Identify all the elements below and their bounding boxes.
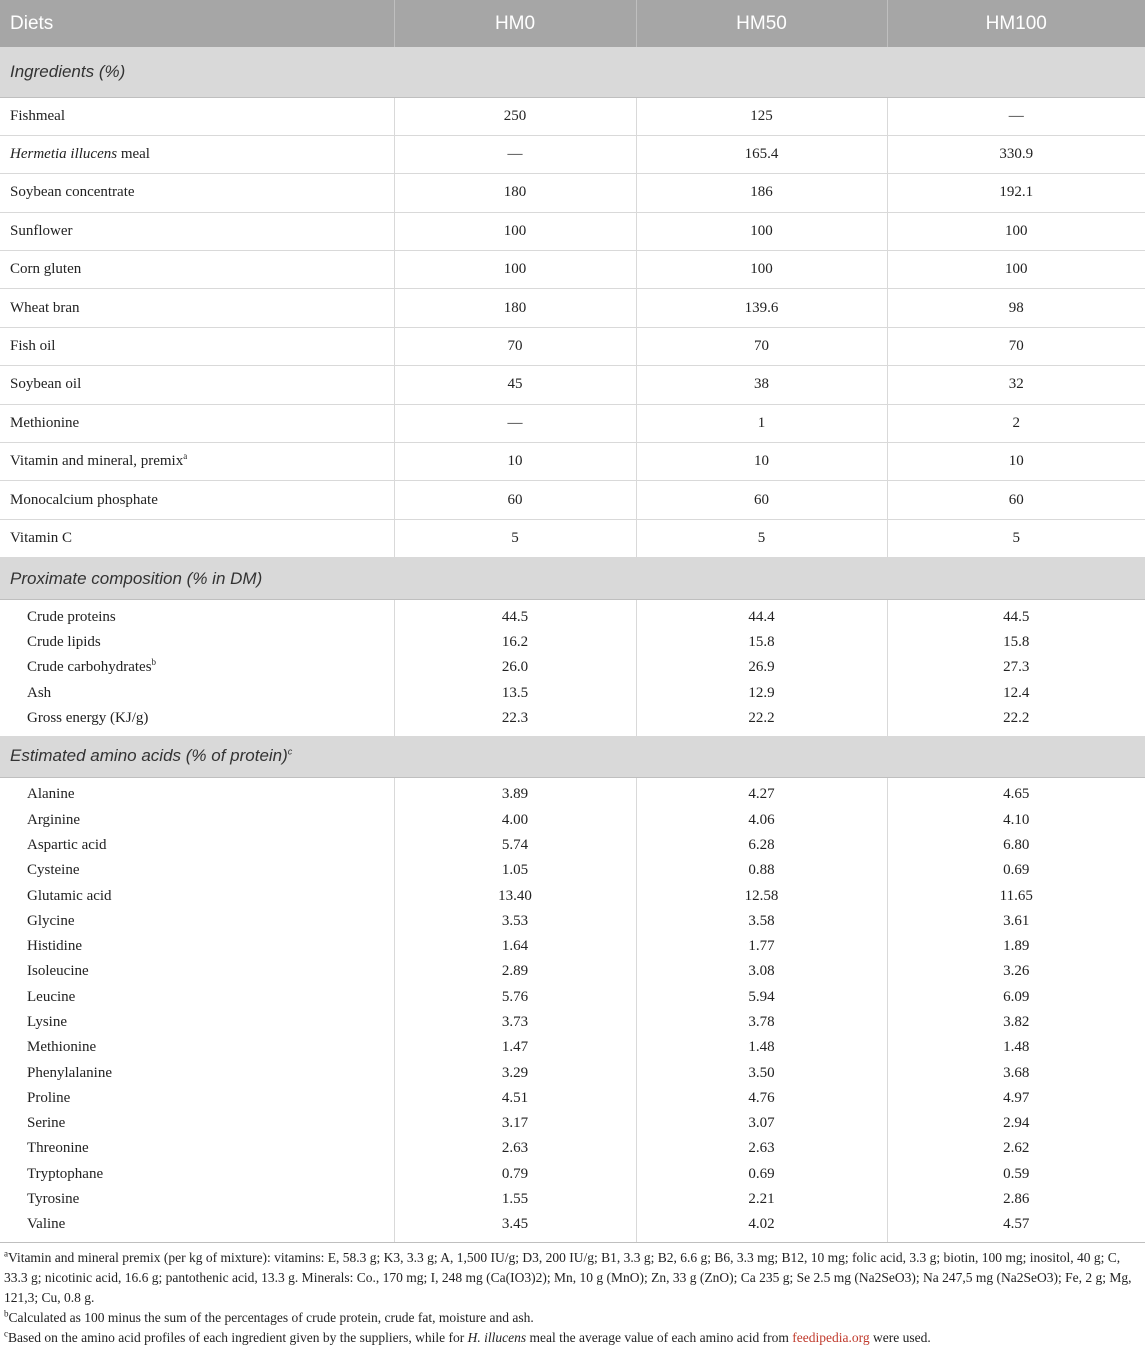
table-cell: 5.94 xyxy=(636,985,887,1010)
table-cell: 15.8 xyxy=(636,630,887,655)
table-cell: 2.63 xyxy=(394,1136,636,1161)
table-cell: 1.89 xyxy=(1003,938,1030,955)
spacer-row xyxy=(0,1238,1145,1243)
section-row xyxy=(0,558,1145,600)
table-cell: 1 xyxy=(636,404,887,442)
table-row xyxy=(0,681,1145,706)
table-cell: 2.86 xyxy=(1003,1191,1030,1208)
row-label: Leucine xyxy=(0,985,394,1010)
table-row xyxy=(0,1136,1145,1161)
table-cell: 26.0 xyxy=(394,655,636,680)
header-diets: Diets xyxy=(0,0,394,47)
table-cell: 4.51 xyxy=(394,1086,636,1111)
header-row xyxy=(0,0,1145,47)
table-row xyxy=(0,327,1145,365)
table-row xyxy=(0,97,1145,135)
table-cell: 192.1 xyxy=(887,174,1145,212)
table-cell: 1.48 xyxy=(1003,1039,1030,1056)
table-cell: 4.76 xyxy=(636,1086,887,1111)
table-cell: 13.40 xyxy=(394,883,636,908)
table-cell: 2 xyxy=(887,404,1145,442)
table-cell: 3.78 xyxy=(636,1010,887,1035)
row-label: Soybean oil xyxy=(0,366,394,404)
table-cell: 100 xyxy=(636,212,887,250)
table-cell: 139.6 xyxy=(636,289,887,327)
table-cell: 60 xyxy=(394,481,636,519)
table-cell: 6.80 xyxy=(1003,836,1030,853)
table-cell: 70 xyxy=(636,327,887,365)
row-label: Gross energy (KJ/g) xyxy=(0,706,394,731)
table-cell: 0.79 xyxy=(394,1162,636,1187)
table-row xyxy=(0,443,1145,481)
row-label: Valine xyxy=(0,1212,394,1237)
footnote-c: $^c$Based on the amino acid profiles of each ingredient given by the suppliers, while for H. illucens meal the average value of each amino acid from feedipedia.org were used. xyxy=(4,1328,931,1346)
table-cell: 3.73 xyxy=(394,1010,636,1035)
row-label: Crude proteins xyxy=(0,605,394,630)
row-label: Tyrosine xyxy=(0,1187,394,1212)
table-row xyxy=(0,909,1145,934)
table-cell: 100 xyxy=(636,251,887,289)
table-cell: 4.57 xyxy=(1003,1216,1030,1233)
table-row xyxy=(0,289,1145,327)
row-label: Crude lipids xyxy=(0,630,394,655)
table-cell: 3.07 xyxy=(636,1111,887,1136)
table-cell: 11.65 xyxy=(999,887,1033,904)
table-row xyxy=(0,1187,1145,1212)
table-body xyxy=(0,47,1145,1243)
row-label: Wheat bran xyxy=(0,289,394,327)
footnotes xyxy=(0,1243,1145,1348)
table-cell: 5 xyxy=(887,519,1145,557)
row-label: Histidine xyxy=(0,934,394,959)
table-row xyxy=(0,251,1145,289)
table-cell: 12.9 xyxy=(636,681,887,706)
row-label: Isoleucine xyxy=(0,959,394,984)
table-cell: 125 xyxy=(636,97,887,135)
row-label: Sunflower xyxy=(0,212,394,250)
table-cell: 0.69 xyxy=(636,1162,887,1187)
table-cell: 60 xyxy=(887,481,1145,519)
table-cell: 10 xyxy=(636,443,887,481)
table-row xyxy=(0,858,1145,883)
table-cell: 100 xyxy=(394,212,636,250)
table-cell: 3.58 xyxy=(636,909,887,934)
row-label: Vitamin and mineral, premix$^a$ xyxy=(0,443,394,481)
section-title: Proximate composition (% in DM) xyxy=(0,558,1145,600)
table-cell: 0.59 xyxy=(1003,1165,1030,1182)
table-row xyxy=(0,959,1145,984)
table-row xyxy=(0,807,1145,832)
row-label: Phenylalanine xyxy=(0,1060,394,1085)
table-cell: 1.77 xyxy=(636,934,887,959)
section-title: Ingredients (%) xyxy=(0,47,1145,97)
table-cell: 10 xyxy=(394,443,636,481)
row-label: Corn gluten xyxy=(0,251,394,289)
table-cell: 0.69 xyxy=(1003,862,1030,879)
table-cell: — xyxy=(394,135,636,173)
table-row xyxy=(0,833,1145,858)
row-label: Proline xyxy=(0,1086,394,1111)
row-label: Fishmeal xyxy=(0,97,394,135)
table-cell: 186 xyxy=(636,174,887,212)
table-cell: 2.89 xyxy=(394,959,636,984)
table-cell: 10 xyxy=(887,443,1145,481)
section-row xyxy=(0,47,1145,97)
table-cell: 15.8 xyxy=(1003,634,1030,651)
table-row xyxy=(0,404,1145,442)
table-cell: 3.82 xyxy=(1003,1013,1030,1030)
table-cell: 3.53 xyxy=(394,909,636,934)
table-cell: 22.3 xyxy=(394,706,636,731)
row-label: Fish oil xyxy=(0,327,394,365)
row-label: Glutamic acid xyxy=(0,883,394,908)
table-cell: 4.06 xyxy=(636,807,887,832)
table-cell: 1.48 xyxy=(636,1035,887,1060)
feedipedia-link[interactable]: feedipedia.org xyxy=(792,1330,870,1346)
row-label: Monocalcium phosphate xyxy=(0,481,394,519)
table-cell: 60 xyxy=(636,481,887,519)
table-cell: 1.64 xyxy=(394,934,636,959)
table-cell: 5 xyxy=(636,519,887,557)
row-label: Ash xyxy=(0,681,394,706)
table-cell: 3.50 xyxy=(636,1060,887,1085)
table-cell: 5.74 xyxy=(394,833,636,858)
table-row xyxy=(0,519,1145,557)
table-cell: 16.2 xyxy=(394,630,636,655)
table-cell: 250 xyxy=(394,97,636,135)
table-cell: — xyxy=(887,97,1145,135)
table-cell: 44.5 xyxy=(1003,608,1030,625)
table-row xyxy=(0,782,1145,807)
table-row xyxy=(0,605,1145,630)
table-cell: 22.2 xyxy=(636,706,887,731)
table-cell: 180 xyxy=(394,289,636,327)
table-cell: 70 xyxy=(394,327,636,365)
table-cell: 45 xyxy=(394,366,636,404)
table-cell: 0.88 xyxy=(636,858,887,883)
row-label: Threonine xyxy=(0,1136,394,1161)
row-label: Alanine xyxy=(0,782,394,807)
table-cell: 3.26 xyxy=(1003,963,1030,980)
header-hm50: HM50 xyxy=(636,0,887,47)
table-cell: 3.61 xyxy=(1003,912,1030,929)
table-cell: 3.68 xyxy=(1003,1064,1030,1081)
section-row xyxy=(0,736,1145,777)
table-cell: 100 xyxy=(394,251,636,289)
row-label: Lysine xyxy=(0,1010,394,1035)
header-hm100: HM100 xyxy=(887,0,1145,47)
table-row xyxy=(0,174,1145,212)
table-cell: 100 xyxy=(887,251,1145,289)
table-row xyxy=(0,1162,1145,1187)
row-label: Glycine xyxy=(0,909,394,934)
table-cell: 5.76 xyxy=(394,985,636,1010)
table-cell: 4.65 xyxy=(1003,786,1030,803)
row-label: Soybean concentrate xyxy=(0,174,394,212)
table-cell: 13.5 xyxy=(394,681,636,706)
table-cell: 2.21 xyxy=(636,1187,887,1212)
table-cell: 1.47 xyxy=(394,1035,636,1060)
table-cell: 4.00 xyxy=(394,807,636,832)
table-row xyxy=(0,934,1145,959)
table-cell: 22.2 xyxy=(1003,710,1030,727)
table-row xyxy=(0,630,1145,655)
table-row xyxy=(0,135,1145,173)
table-cell: 6.28 xyxy=(636,833,887,858)
table-cell: 4.02 xyxy=(636,1212,887,1237)
table-cell: 6.09 xyxy=(1003,988,1030,1005)
table-row xyxy=(0,985,1145,1010)
table-cell: 100 xyxy=(887,212,1145,250)
table-cell: 180 xyxy=(394,174,636,212)
header-hm0: HM0 xyxy=(394,0,636,47)
row-label: Methionine xyxy=(0,1035,394,1060)
table-cell: 27.3 xyxy=(1003,659,1030,676)
section-title: Estimated amino acids (% of protein)$^c$ xyxy=(0,736,1145,777)
table-row xyxy=(0,706,1145,731)
row-label: Serine xyxy=(0,1111,394,1136)
table-cell: 44.4 xyxy=(636,605,887,630)
table-cell: 44.5 xyxy=(394,605,636,630)
table-cell: 1.55 xyxy=(394,1187,636,1212)
table-cell: 38 xyxy=(636,366,887,404)
row-label: Aspartic acid xyxy=(0,833,394,858)
row-label: Methionine xyxy=(0,404,394,442)
table-row xyxy=(0,1010,1145,1035)
table-row xyxy=(0,655,1145,680)
table-cell: 4.97 xyxy=(1003,1089,1030,1106)
table-cell: 26.9 xyxy=(636,655,887,680)
table-cell: 3.29 xyxy=(394,1060,636,1085)
table-cell: 70 xyxy=(887,327,1145,365)
table-cell: 3.89 xyxy=(394,782,636,807)
row-label: Vitamin C xyxy=(0,519,394,557)
table-row xyxy=(0,883,1145,908)
table-cell: 1.05 xyxy=(394,858,636,883)
table-cell: 12.4 xyxy=(1003,684,1030,701)
table-row xyxy=(0,1060,1145,1085)
row-label: Tryptophane xyxy=(0,1162,394,1187)
table-cell: 98 xyxy=(887,289,1145,327)
table-row xyxy=(0,1086,1145,1111)
table-row xyxy=(0,1212,1145,1237)
table-cell: 2.63 xyxy=(636,1136,887,1161)
table-cell: 2.94 xyxy=(1003,1115,1030,1132)
table-cell: 3.08 xyxy=(636,959,887,984)
table-row xyxy=(0,212,1145,250)
table-cell: 165.4 xyxy=(636,135,887,173)
table-cell: 32 xyxy=(887,366,1145,404)
table-cell: 12.58 xyxy=(636,883,887,908)
row-label: Hermetia illucens meal xyxy=(0,135,394,173)
table-row xyxy=(0,366,1145,404)
table-row xyxy=(0,1111,1145,1136)
table-cell: 2.62 xyxy=(1003,1140,1030,1157)
footnote-b: $^b$Calculated as 100 minus the sum of the percentages of crude protein, crude fat, moisture and ash. xyxy=(4,1308,534,1326)
table-cell: — xyxy=(394,404,636,442)
table-cell: 3.17 xyxy=(394,1111,636,1136)
table-row xyxy=(0,1035,1145,1060)
table-cell: 4.27 xyxy=(636,782,887,807)
table-cell: 330.9 xyxy=(887,135,1145,173)
row-label: Cysteine xyxy=(0,858,394,883)
table-cell: 3.45 xyxy=(394,1212,636,1237)
table-cell: 5 xyxy=(394,519,636,557)
table-cell: 4.10 xyxy=(1003,811,1030,828)
row-label: Arginine xyxy=(0,807,394,832)
table-row xyxy=(0,481,1145,519)
footnote-a: $^a$Vitamin and mineral premix (per kg of mixture): vitamins: E, 58.3 g; K3, 3.3 g; A, 1,500 IU/g; D3, 200 IU/g; B1, 3.3 g; B2, 6.6 g; B6, 3.3 mg; B12, 10 mg; folic acid, 3.3 g; biotin, 100 mg; inositol, 40 g; C, 33.3 g; nicotinic acid, 16.6 g; pantothenic acid, 13.3 g. Minerals: Co., 170 mg; I, 248 mg (Ca(IO3)2); Mn, 10 g (MnO); Zn, 33 g (ZnO); Ca 235 g; Se 2.5 mg (Na2SeO3); Na 247,5 mg (Na2SeO3); Fe, 2 g; Mg, 121,3; Cu, 0.8 g. xyxy=(4,1248,1132,1306)
row-label: Crude carbohydrates$^b$ xyxy=(0,655,394,680)
